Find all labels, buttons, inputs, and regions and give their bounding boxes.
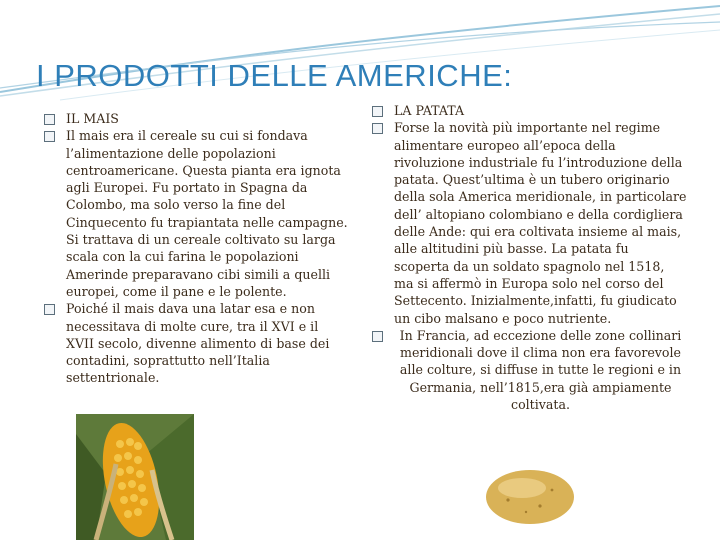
item-text: LA PATATA bbox=[394, 103, 465, 118]
slide-title: I PRODOTTI DELLE AMERICHE: bbox=[36, 58, 513, 93]
bullet-icon bbox=[372, 123, 383, 134]
item-text: Poiché il mais dava una latar esa e non necessitava di molte cure, tra il XVI e il XVII secolo, divenne alimento di base dei contadini, soprattutto nell’Italia settentrionale. bbox=[66, 301, 330, 386]
item-text: In Francia, ad eccezione delle zone collinari meridionali dove il clima non era favorevole alle colture, si diffuse in tutte le regioni e in Germania, nell’1815,era già ampiamente coltivata. bbox=[399, 327, 682, 413]
left-column bbox=[44, 110, 349, 387]
corn-cob-icon bbox=[76, 414, 194, 540]
bullet-icon bbox=[372, 106, 383, 117]
right-column bbox=[372, 102, 687, 413]
list-item bbox=[44, 300, 349, 386]
bullet-icon bbox=[372, 331, 383, 342]
item-text: Forse la novità più importante nel regime alimentare europeo all’epoca della rivoluzione industriale fu l’introduzione della patata. Quest’ultima è un tubero originario della sola America meridionale, in particolare dell’ altopiano colombiano e della cordigliera delle Ande: qui era coltivata insieme al mais, alle altitudini più basse. La patata fu scoperta da un soldato spagnolo nel 1518, ma si affermò in Europa solo nel corso del Settecento. Inizialmente,infatti, fu giudicato un cibo malsano e poco nutriente. bbox=[394, 120, 687, 326]
item-text: Il mais era il cereale su cui si fondava l’alimentazione delle popolazioni centroamericane. Questa pianta era ignota agli Europei. Fu portato in Spagna da Colombo, ma solo verso la fine del Cinquecento fu trapiantata nelle campagne. Si trattava di un cereale coltivato su larga scala con la cui farina le popolazioni Amerinde preparavano cibi simili a quelli europei, come il pane e le polente. bbox=[66, 128, 348, 299]
item-text: IL MAIS bbox=[66, 111, 119, 126]
list-item bbox=[372, 119, 687, 327]
list-item bbox=[44, 127, 349, 300]
bullet-icon bbox=[44, 131, 55, 142]
list-item-heading bbox=[44, 110, 349, 127]
bullet-icon bbox=[44, 114, 55, 125]
list-item bbox=[372, 327, 687, 413]
potato-icon bbox=[484, 466, 576, 526]
list-item-heading bbox=[372, 102, 687, 119]
bullet-icon bbox=[44, 304, 55, 315]
